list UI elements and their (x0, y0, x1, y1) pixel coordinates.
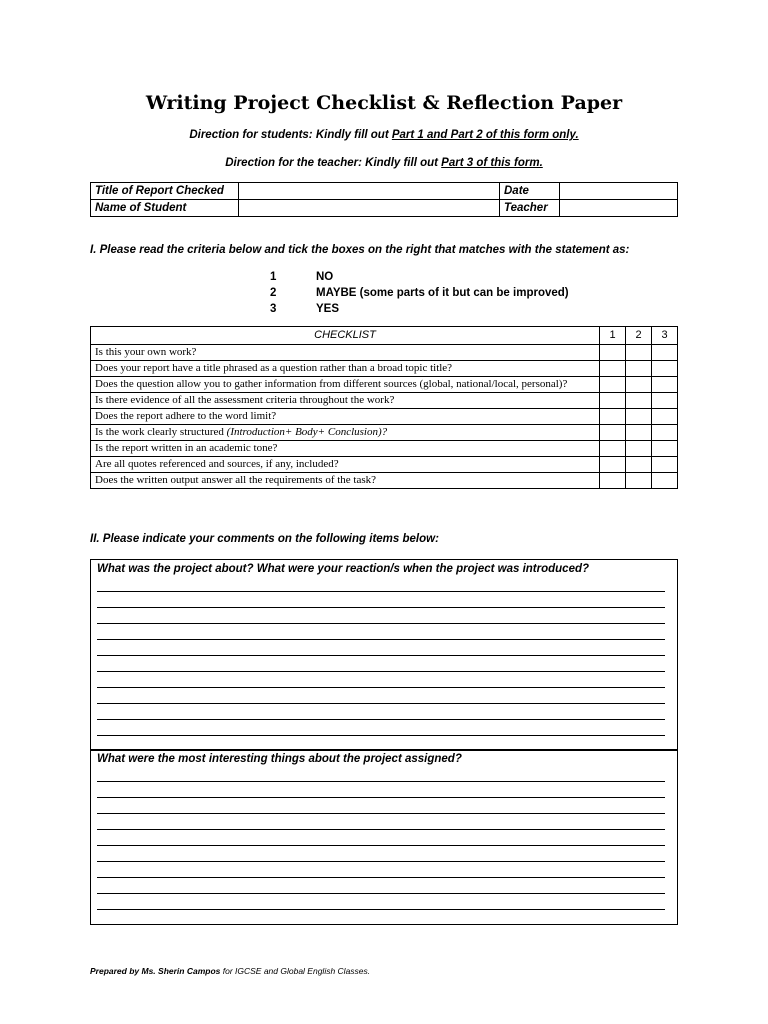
tick-box-2[interactable] (626, 441, 652, 457)
table-row (91, 409, 678, 425)
scale-label: YES (316, 303, 340, 315)
answer-line[interactable] (97, 688, 665, 704)
info-row-title (91, 183, 678, 200)
direction-students-prefix: Direction for students: Kindly fill out (189, 129, 392, 141)
tick-box-1[interactable] (600, 361, 626, 377)
answer-line[interactable] (97, 878, 665, 894)
answer-line[interactable] (97, 704, 665, 720)
teacher-label: Teacher (500, 200, 560, 217)
scale-row (270, 269, 569, 285)
answer-line[interactable] (97, 720, 665, 736)
student-label: Name of Student (91, 200, 239, 217)
tick-box-3[interactable] (652, 425, 678, 441)
answer-line[interactable] (97, 640, 665, 656)
tick-box-1[interactable] (600, 393, 626, 409)
table-row (91, 361, 678, 377)
answer-line[interactable] (97, 862, 665, 878)
tick-box-2[interactable] (626, 409, 652, 425)
comment-question: What was the project about? What were your reaction/s when the project was introduced? (97, 563, 590, 575)
scale-row (270, 285, 569, 301)
teacher-field[interactable] (560, 200, 678, 217)
checklist-item-prefix: Is the work clearly structured (95, 426, 227, 438)
table-row (91, 377, 678, 393)
rating-scale (270, 269, 569, 317)
col-header-1: 1 (600, 327, 626, 345)
table-row (91, 441, 678, 457)
answer-line[interactable] (97, 766, 665, 782)
tick-box-1[interactable] (600, 457, 626, 473)
answer-line[interactable] (97, 624, 665, 640)
comment-question: What were the most interesting things about the project assigned? (97, 753, 462, 765)
checklist-item: Are all quotes referenced and sources, if any, included? (91, 457, 600, 473)
scale-number: 3 (270, 303, 277, 315)
answer-line[interactable] (97, 894, 665, 910)
table-row (91, 473, 678, 489)
part1-heading: I. Please read the criteria below and tick the boxes on the right that matches with the statement as: (90, 244, 630, 256)
scale-label: NO (316, 271, 334, 283)
tick-box-2[interactable] (626, 345, 652, 361)
info-row-student (91, 200, 678, 217)
checklist-item: Is this your own work? (91, 345, 600, 361)
answer-line[interactable] (97, 798, 665, 814)
table-row (91, 345, 678, 361)
tick-box-2[interactable] (626, 457, 652, 473)
tick-box-2[interactable] (626, 425, 652, 441)
checklist-header: CHECKLIST (91, 327, 600, 345)
col-header-3: 3 (652, 327, 678, 345)
answer-line[interactable] (97, 814, 665, 830)
tick-box-1[interactable] (600, 473, 626, 489)
checklist-item: Is the report written in an academic tone? (91, 441, 600, 457)
tick-box-3[interactable] (652, 409, 678, 425)
title-field[interactable] (239, 183, 500, 200)
answer-line[interactable] (97, 608, 665, 624)
scale-number: 2 (270, 287, 277, 299)
date-label: Date (500, 183, 560, 200)
footer-credit (90, 966, 370, 976)
checklist-table (90, 326, 678, 489)
tick-box-1[interactable] (600, 409, 626, 425)
checklist-item: Does your report have a title phrased as a question rather than a broad topic title? (91, 361, 600, 377)
checklist-item: Is there evidence of all the assessment criteria throughout the work? (91, 393, 600, 409)
direction-students-underlined: Part 1 and Part 2 of this form only. (391, 129, 579, 141)
direction-teacher-prefix: Direction for the teacher: Kindly fill out (225, 157, 442, 169)
tick-box-3[interactable] (652, 377, 678, 393)
scale-label: MAYBE (some parts of it but can be improved) (316, 287, 569, 299)
student-field[interactable] (239, 200, 500, 217)
date-field[interactable] (560, 183, 678, 200)
direction-students (0, 129, 768, 141)
col-header-2: 2 (626, 327, 652, 345)
checklist-header-row (91, 327, 678, 345)
page-title: Writing Project Checklist & Reflection Paper (145, 92, 623, 114)
tick-box-1[interactable] (600, 377, 626, 393)
info-table (90, 182, 678, 217)
footer-rest: for IGCSE and Global English Classes. (220, 966, 371, 976)
comment-box-interesting-things (90, 749, 678, 925)
checklist-item: Does the question allow you to gather information from different sources (global, national/local, personal)? (91, 377, 600, 393)
tick-box-3[interactable] (652, 457, 678, 473)
part2-heading: II. Please indicate your comments on the following items below: (90, 533, 439, 545)
tick-box-1[interactable] (600, 425, 626, 441)
tick-box-3[interactable] (652, 345, 678, 361)
tick-box-2[interactable] (626, 393, 652, 409)
scale-number: 1 (270, 271, 277, 283)
answer-line[interactable] (97, 782, 665, 798)
tick-box-3[interactable] (652, 393, 678, 409)
answer-line[interactable] (97, 576, 665, 592)
footer-author: Prepared by Ms. Sherin Campos (90, 966, 221, 976)
table-row (91, 425, 678, 441)
title-label: Title of Report Checked (91, 183, 239, 200)
answer-line[interactable] (97, 830, 665, 846)
tick-box-3[interactable] (652, 441, 678, 457)
answer-line[interactable] (97, 672, 665, 688)
checklist-item-italic: (Introduction+ Body+ Conclusion)? (226, 426, 388, 438)
tick-box-1[interactable] (600, 441, 626, 457)
tick-box-1[interactable] (600, 345, 626, 361)
tick-box-2[interactable] (626, 361, 652, 377)
scale-row (270, 301, 569, 317)
checklist-item: Does the report adhere to the word limit? (91, 409, 600, 425)
direction-teacher-underlined: Part 3 of this form. (441, 157, 543, 169)
answer-line[interactable] (97, 592, 665, 608)
direction-teacher (0, 157, 768, 169)
checklist-item: Does the written output answer all the requirements of the task? (91, 473, 600, 489)
tick-box-3[interactable] (652, 473, 678, 489)
tick-box-2[interactable] (626, 473, 652, 489)
answer-line[interactable] (97, 846, 665, 862)
tick-box-2[interactable] (626, 377, 652, 393)
checklist-item (91, 425, 600, 441)
comment-box-project-about (90, 559, 678, 751)
table-row (91, 457, 678, 473)
tick-box-3[interactable] (652, 361, 678, 377)
table-row (91, 393, 678, 409)
answer-line[interactable] (97, 656, 665, 672)
